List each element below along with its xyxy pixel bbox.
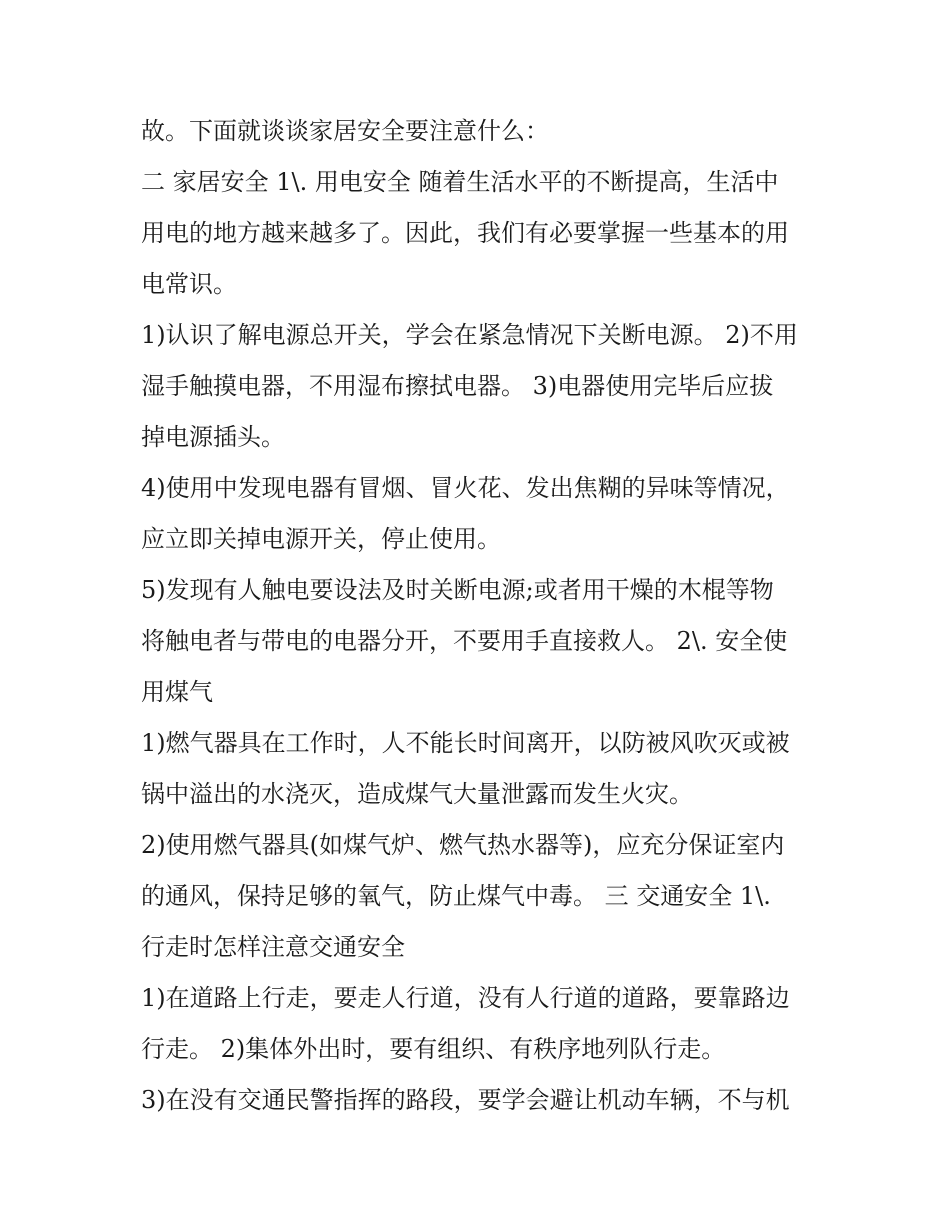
text-line: 应立即关掉电源开关，停止使用。 bbox=[141, 525, 501, 553]
text-line: 4)使用中发现电器有冒烟、冒火花、发出焦糊的异味等情况， bbox=[141, 474, 790, 502]
paragraph-gas-ventilation bbox=[141, 820, 813, 973]
text-line: 将触电者与带电的电器分开，不要用手直接救人。 2\. 安全使 bbox=[141, 627, 788, 655]
text-line: 1)燃气器具在工作时，人不能长时间离开，以防被风吹灭或被 bbox=[141, 729, 790, 757]
text-line: 用煤气 bbox=[141, 678, 213, 706]
paragraph-walking-safety bbox=[141, 973, 813, 1075]
document-body bbox=[141, 106, 813, 1126]
paragraph-home-safety-electricity bbox=[141, 157, 813, 310]
text-line: 2)使用燃气器具(如煤气炉、燃气热水器等)，应充分保证室内 bbox=[141, 831, 785, 859]
text-line: 用电的地方越来越多了。因此，我们有必要掌握一些基本的用 bbox=[141, 219, 789, 247]
text-line: 行走。 2)集体外出时，要有组织、有秩序地列队行走。 bbox=[141, 1035, 726, 1063]
text-line: 3)在没有交通民警指挥的路段，要学会避让机动车辆，不与机 bbox=[141, 1086, 790, 1114]
text-line: 故。下面就谈谈家居安全要注意什么： bbox=[141, 117, 549, 145]
text-line: 锅中溢出的水浇灭，造成煤气大量泄露而发生火灾。 bbox=[141, 780, 693, 808]
text-line: 二 家居安全 1\. 用电安全 随着生活水平的不断提高，生活中 bbox=[141, 168, 779, 196]
paragraph-power-switch bbox=[141, 310, 813, 463]
text-line: 5)发现有人触电要设法及时关断电源;或者用干燥的木棍等物 bbox=[141, 576, 774, 604]
text-line: 1)在道路上行走，要走人行道，没有人行道的道路，要靠路边 bbox=[141, 984, 790, 1012]
paragraph-appliance-smoke bbox=[141, 463, 813, 565]
paragraph-intro-end bbox=[141, 106, 813, 157]
text-line: 行走时怎样注意交通安全 bbox=[141, 933, 405, 961]
paragraph-electric-shock bbox=[141, 565, 813, 718]
text-line: 电常识。 bbox=[141, 270, 237, 298]
paragraph-yield-vehicles bbox=[141, 1075, 813, 1126]
text-line: 湿手触摸电器，不用湿布擦拭电器。 3)电器使用完毕后应拔 bbox=[141, 372, 774, 400]
text-line: 1)认识了解电源总开关，学会在紧急情况下关断电源。 2)不用 bbox=[141, 321, 798, 349]
text-line: 掉电源插头。 bbox=[141, 423, 285, 451]
text-line: 的通风，保持足够的氧气，防止煤气中毒。 三 交通安全 1\. bbox=[141, 882, 771, 910]
paragraph-gas-appliance-unattended bbox=[141, 718, 813, 820]
